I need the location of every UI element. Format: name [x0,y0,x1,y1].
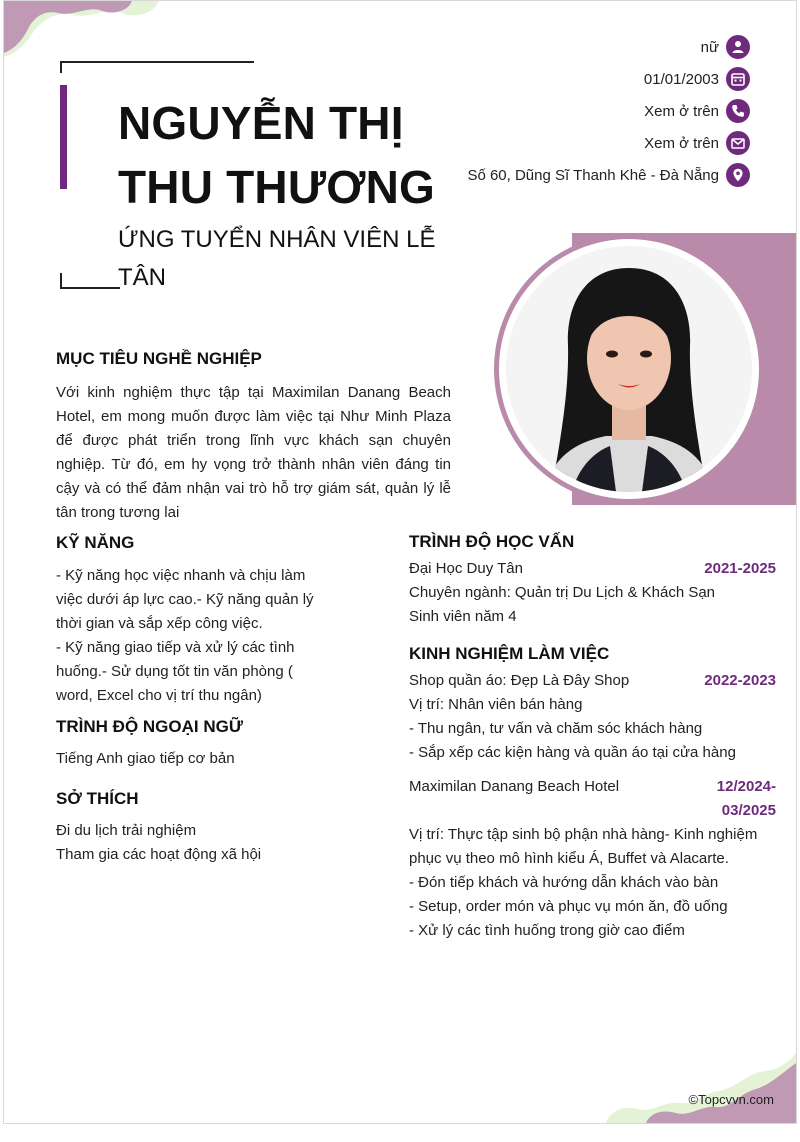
experience-job-row [409,669,776,693]
education-heading: TRÌNH ĐỘ HỌC VẤN [409,532,575,551]
mail-icon [726,131,750,155]
profile-photo [506,246,752,492]
skill-line: - Kỹ năng học việc nhanh và chịu làm việc dưới áp lực cao.- Kỹ năng quản lý thời gian và sắp xếp công việc. [56,567,314,632]
contact-birthday [330,63,750,95]
objective-heading: MỤC TIÊU NGHỀ NGHIỆP [56,349,262,368]
experience-job [409,669,776,765]
contact-list [330,31,750,191]
contact-address [330,159,750,191]
experience-line: - Sắp xếp các kiện hàng và quần áo tại cửa hàng [409,744,736,761]
job-title: ỨNG TUYỂN NHÂN VIÊN LỄ TÂN [118,226,436,291]
education-major: Chuyên ngành: Quản trị Du Lịch & Khách Sạn [409,584,716,601]
experience-line: Vị trí: Thực tập sinh bộ phận nhà hàng- Kinh nghiệm phục vụ theo mô hình kiểu Á, Buffet và Alacarte. [409,826,758,867]
experience-line: - Thu ngân, tư vấn và chăm sóc khách hàng [409,720,703,737]
location-icon [726,163,750,187]
name-frame-bottom [60,273,120,289]
contact-phone [330,95,750,127]
experience-line: Vị trí: Nhân viên bán hàng [409,696,583,713]
languages-heading: TRÌNH ĐỘ NGOẠI NGỮ [56,717,243,736]
experience-line: - Xử lý các tình huống trong giờ cao điểm [409,922,685,939]
phone-value: Xem ở trên [644,102,719,120]
experience-years-end: 03/2025 [721,802,776,819]
experience-line: - Setup, order món và phục vụ món ăn, đồ uống [409,898,728,915]
education-status: Sinh viên năm 4 [409,608,517,625]
education-row [409,557,776,581]
hobbies-heading: SỞ THÍCH [56,789,139,808]
calendar-icon [726,67,750,91]
experience-heading: KINH NGHIỆM LÀM VIỆC [409,644,610,663]
cv-page [3,0,797,1124]
footer-credit: ©Topcvvn.com [688,1092,774,1107]
experience-company: Maximilan Danang Beach Hotel [409,778,620,795]
decorative-blob-bottom-right [606,1053,796,1123]
hobby-item: Đi du lịch trải nghiệm [56,822,197,839]
decorative-blob-top-left [4,1,164,61]
education-years: 2021-2025 [704,560,776,577]
skill-line: - Kỹ năng giao tiếp và xử lý các tình huống.- Sử dụng tốt tin văn phòng ( word, Excel cho vị trí thu ngân) [56,639,295,704]
user-icon [726,35,750,59]
birthday-value: 01/01/2003 [643,70,719,88]
candidate-name: NGUYỄN THỊ THU THƯƠNG [118,97,436,213]
education-block [409,557,776,629]
experience-years: 2022-2023 [704,672,776,689]
email-value: Xem ở trên [644,134,719,152]
contact-gender [330,31,750,63]
experience-years-start: 12/2024- [716,778,776,795]
skills-list [56,564,322,708]
address-value: Số 60, Dũng Sĩ Thanh Khê - Đà Nẵng [467,166,719,184]
experience-years [706,775,776,823]
education-school: Đại Học Duy Tân [409,560,523,577]
gender-value: nữ [700,38,719,56]
experience-line: - Đón tiếp khách và hướng dẫn khách vào bàn [409,874,719,891]
objective-text: Với kinh nghiệm thực tập tại Maximilan Danang Beach Hotel, em mong muốn được làm việc tại Như Minh Plaza để được phát triển trong lĩnh vực khách sạn chuyên nghiệp. Từ đó, em hy vọng trở thành nhân viên đáng tin cậy và có thể đảm nhận vai trò hỗ trợ giám sát, quản lý lễ tân trong tương lai [56,384,451,521]
hobbies-list [56,819,261,867]
name-frame-top [60,61,254,73]
hobby-item: Tham gia các hoạt động xã hội [56,846,262,863]
name-frame-accent-bar [60,85,67,189]
skills-heading: KỸ NĂNG [56,533,135,552]
phone-icon [726,99,750,123]
contact-email [330,127,750,159]
experience-job-row [409,775,776,823]
languages-text: Tiếng Anh giao tiếp cơ bản [56,750,235,767]
experience-company: Shop quần áo: Đẹp Là Đây Shop [409,672,630,689]
experience-job [409,775,776,943]
